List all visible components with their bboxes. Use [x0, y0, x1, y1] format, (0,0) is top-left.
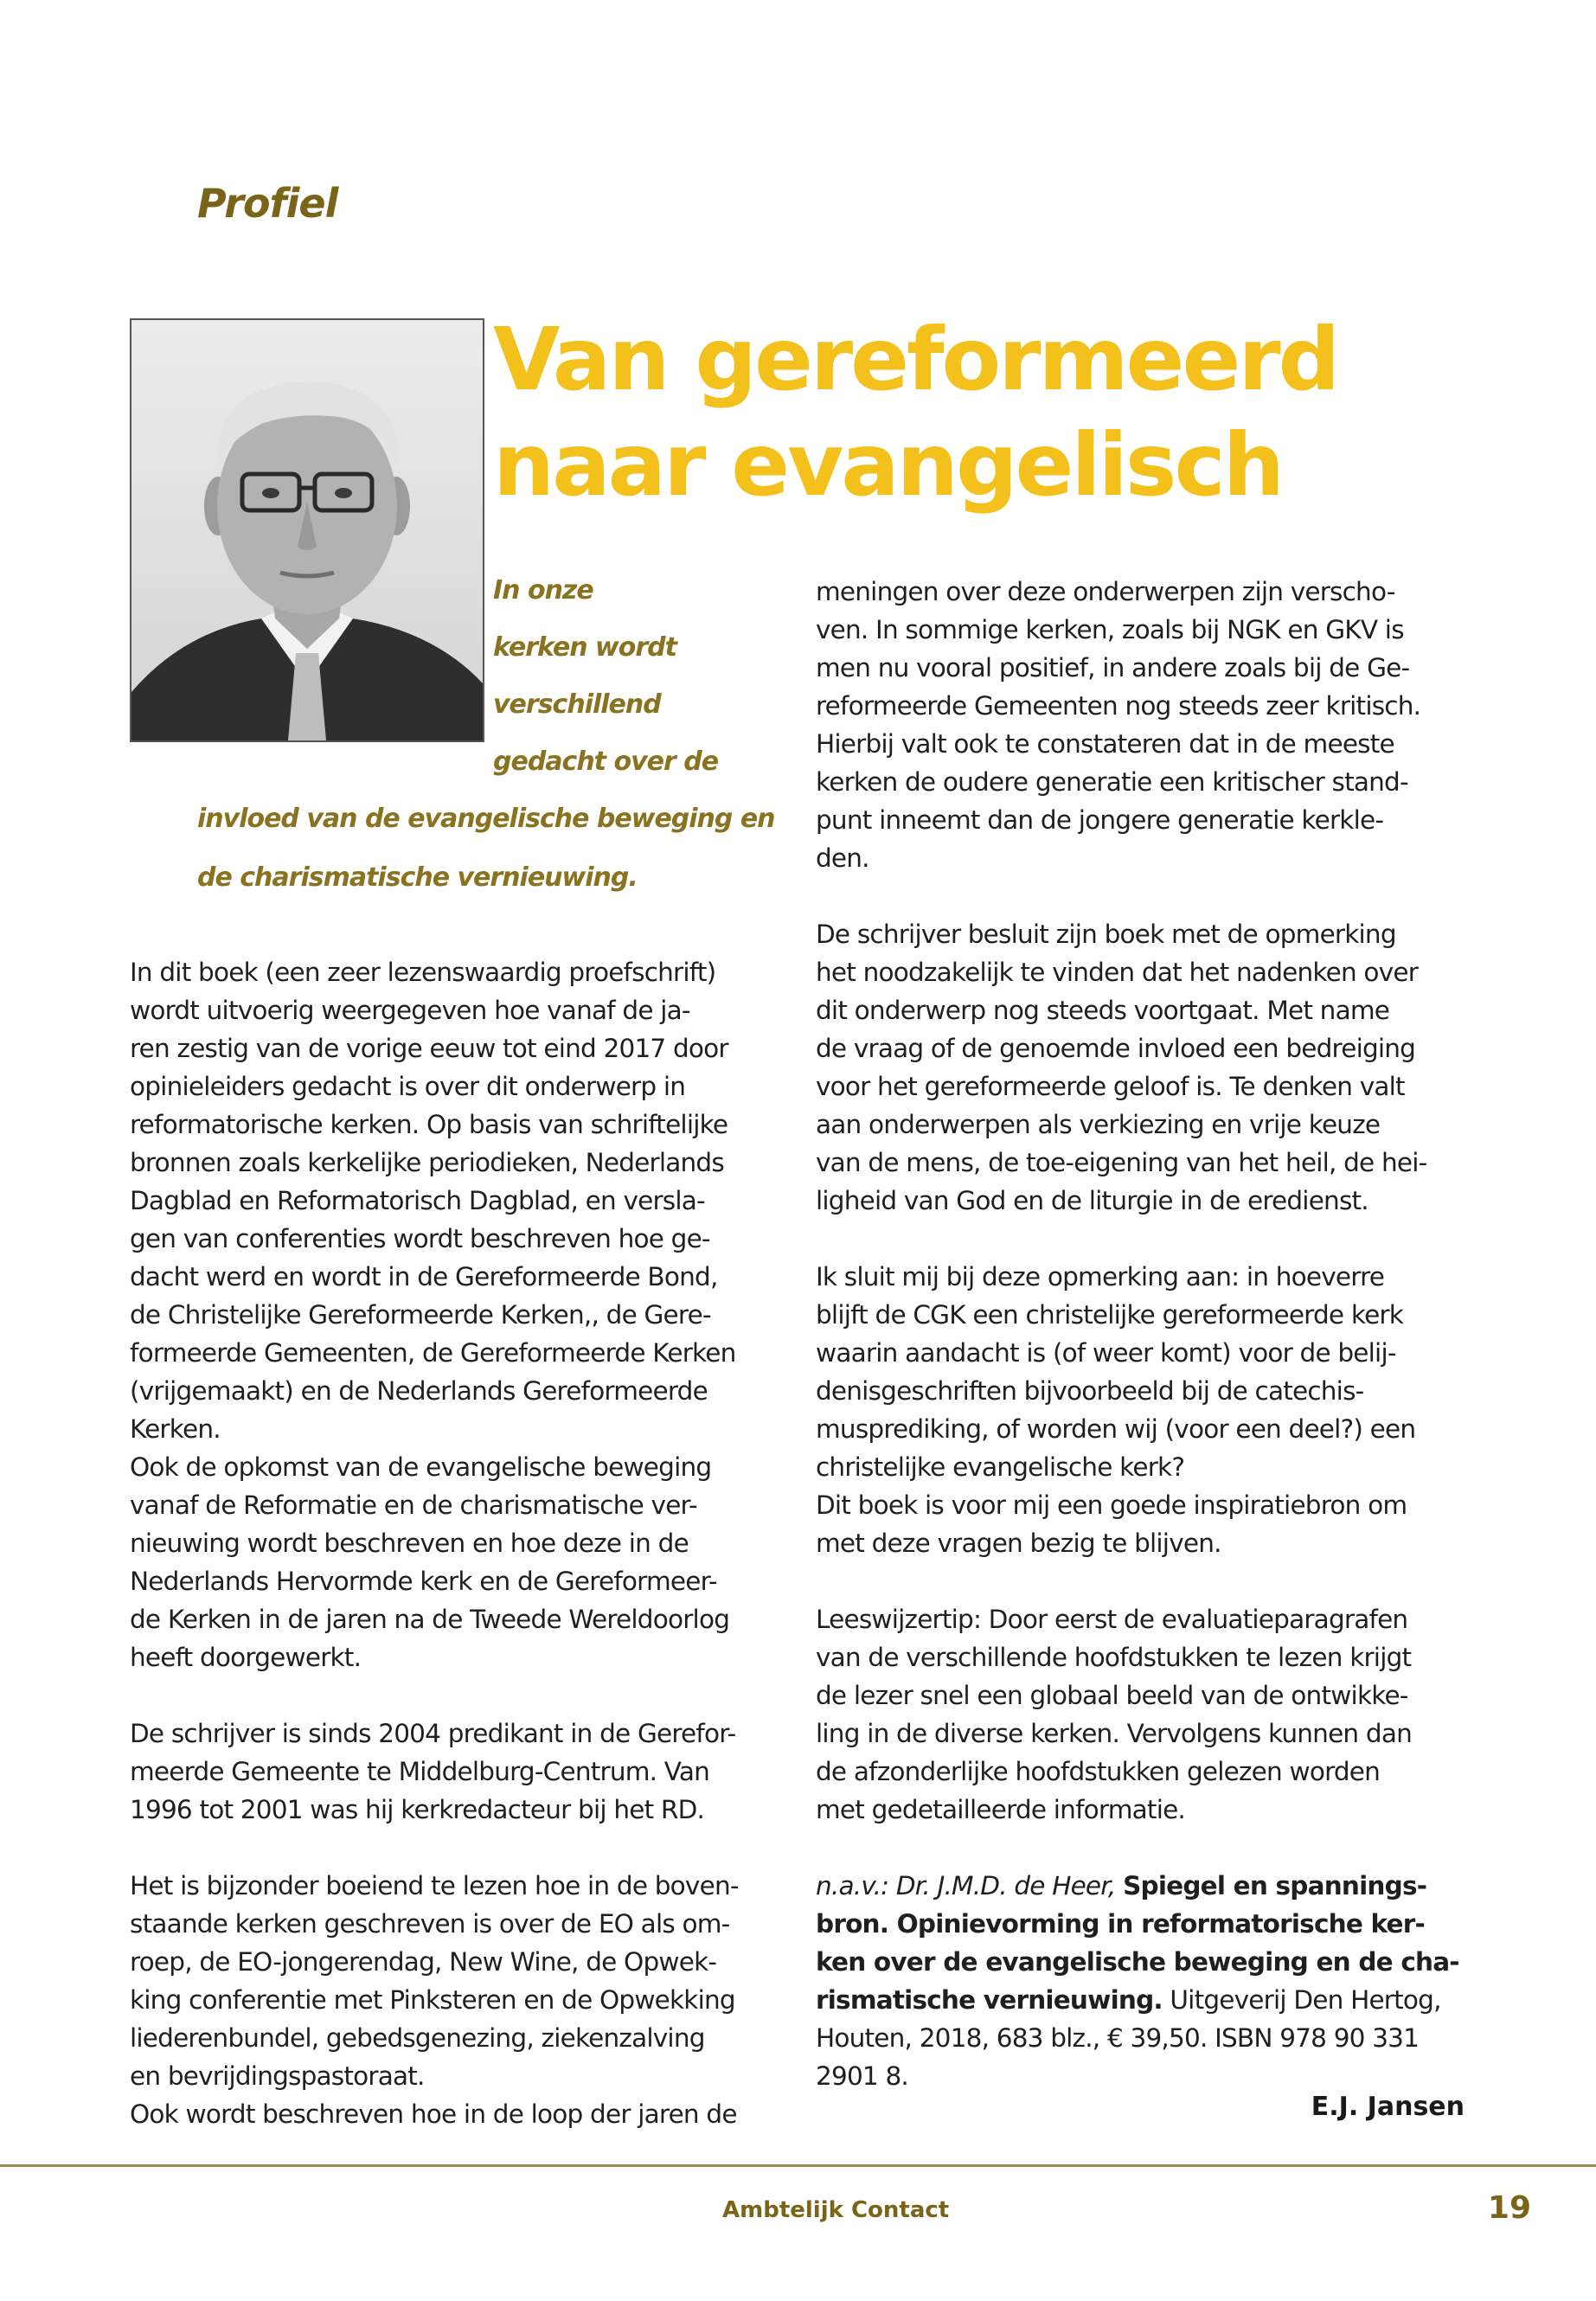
body-line: blijft de CGK een christelijke gereformeerde kerk [816, 1300, 1404, 1330]
body-line: de lezer snel een globaal beeld van de ontwikke- [816, 1681, 1408, 1710]
intro-line: In onze [493, 575, 593, 606]
intro-line: verschillend [493, 689, 661, 720]
body-line: heeft doorgewerkt. [130, 1643, 362, 1672]
body-line: van de verschillende hoofdstukken te lezen krijgt [816, 1643, 1412, 1672]
left-column [130, 953, 787, 2133]
reference-publisher: Uitgeverij Den Hertog, [1162, 1985, 1441, 2015]
body-line: Ook wordt beschreven hoe in de loop der jaren de [130, 2099, 737, 2129]
title-line-2: naar evangelisch [493, 414, 1282, 516]
intro-line: de charismatische vernieuwing. [197, 862, 638, 893]
body-line: In dit boek (een zeer lezenswaardig proefschrift) [130, 958, 716, 987]
paragraph-gap [816, 1220, 1466, 1258]
body-line: Kerken. [130, 1414, 221, 1444]
body-line: men nu vooral positief, in andere zoals bij de Ge- [816, 653, 1410, 683]
body-line: Het is bijzonder boeiend te lezen hoe in de boven- [130, 1871, 739, 1900]
footer-divider [0, 2164, 1596, 2167]
body-line: ren zestig van de vorige eeuw tot eind 2017 door [130, 1034, 728, 1063]
title-line-1: Van gereformeerd [493, 309, 1338, 410]
body-line: met deze vragen bezig te blijven. [816, 1529, 1221, 1558]
body-line: meningen over deze onderwerpen zijn verscho- [816, 577, 1395, 606]
body-line: dacht werd en wordt in de Gereformeerde Bond, [130, 1262, 718, 1292]
portrait-image [131, 320, 483, 740]
body-line: Ook de opkomst van de evangelische beweging [130, 1452, 712, 1482]
body-line: wordt uitvoerig weergegeven hoe vanaf de ja- [130, 996, 690, 1025]
reference-title-2: bron. Opinievorming in reformatorische ker- [816, 1909, 1425, 1939]
body-line: musprediking, of worden wij (voor een deel?) een [816, 1414, 1416, 1444]
footer-publication: Ambtelijk Contact [722, 2197, 950, 2223]
body-line: formeerde Gemeenten, de Gereformeerde Kerken [130, 1338, 736, 1368]
body-line: roep, de EO-jongerendag, New Wine, de Opwek- [130, 1947, 717, 1977]
section-label: Profiel [197, 180, 338, 227]
body-line: vanaf de Reformatie en de charismatische ver- [130, 1490, 697, 1520]
body-line: bronnen zoals kerkelijke periodieken, Nederlands [130, 1148, 724, 1177]
body-line: king conferentie met Pinksteren en de Opwekking [130, 1985, 735, 2015]
body-line: denisgeschriften bijvoorbeeld bij de catechis- [816, 1376, 1364, 1406]
author-name: E.J. Jansen [1311, 2092, 1465, 2122]
paragraph-gap [816, 1562, 1466, 1600]
body-line: reformeerde Gemeenten nog steeds zeer kritisch. [816, 691, 1421, 721]
body-line: gen van conferenties wordt beschreven hoe ge- [130, 1224, 710, 1253]
body-line: Dagblad en Reformatorisch Dagblad, en versla- [130, 1186, 705, 1215]
article-title [493, 307, 1358, 518]
body-line: kerken de oudere generatie een kritischer stand- [816, 767, 1408, 797]
intro-line: gedacht over de [493, 747, 719, 777]
body-line: het noodzakelijk te vinden dat het nadenken over [816, 958, 1419, 987]
body-line: den. [816, 843, 869, 873]
reference-line-4 [816, 1981, 1466, 2019]
page-number: 19 [1487, 2190, 1531, 2226]
body-line: punt inneemt dan de jongere generatie kerkle- [816, 805, 1384, 835]
reference-isbn-end: 2901 8. [816, 2061, 908, 2091]
reference-details: Houten, 2018, 683 blz., € 39,50. ISBN 978 90 331 [816, 2023, 1420, 2053]
body-line: met gedetailleerde informatie. [816, 1795, 1186, 1824]
body-line: van de mens, de toe-eigening van het heil, de hei- [816, 1148, 1427, 1177]
body-line: ven. In sommige kerken, zoals bij NGK en GKV is [816, 615, 1404, 644]
body-line: aan onderwerpen als verkiezing en vrije keuze [816, 1110, 1381, 1139]
paragraph-gap [130, 1829, 787, 1867]
body-line: Nederlands Hervormde kerk en de Gereformeer- [130, 1567, 717, 1596]
body-line: De schrijver is sinds 2004 predikant in de Gerefor- [130, 1719, 736, 1748]
body-line: nieuwing wordt beschreven en hoe deze in de [130, 1529, 689, 1558]
body-line: Dit boek is voor mij een goede inspiratiebron om [816, 1490, 1407, 1520]
body-line: Leeswijzertip: Door eerst de evaluatieparagrafen [816, 1605, 1408, 1634]
intro-line: kerken wordt [493, 632, 676, 663]
body-line: Hierbij valt ook te constateren dat in de meeste [816, 729, 1394, 759]
body-line: liederenbundel, gebedsgenezing, ziekenzalving [130, 2023, 705, 2053]
reference-nav: n.a.v.: Dr. J.M.D. de Heer, [816, 1871, 1116, 1900]
body-line: Ik sluit mij bij deze opmerking aan: in hoeverre [816, 1262, 1385, 1292]
reference-title-4: rismatische vernieuwing. [816, 1985, 1163, 2015]
body-line: de afzonderlijke hoofdstukken gelezen worden [816, 1757, 1381, 1786]
body-line: reformatorische kerken. Op basis van schriftelijke [130, 1110, 728, 1139]
body-line: de vraag of de genoemde invloed een bedreiging [816, 1034, 1416, 1063]
body-line: christelijke evangelische kerk? [816, 1452, 1185, 1482]
paragraph-gap [816, 1829, 1466, 1867]
reference-title-3: ken over de evangelische beweging en de cha- [816, 1947, 1459, 1977]
body-line: staande kerken geschreven is over de EO als om- [130, 1909, 730, 1939]
paragraph-gap [130, 1676, 787, 1715]
body-line: ling in de diverse kerken. Vervolgens kunnen dan [816, 1719, 1412, 1748]
reference-line-1 [816, 1867, 1466, 1905]
body-line: de Christelijke Gereformeerde Kerken,, de Gere- [130, 1300, 711, 1330]
body-line: meerde Gemeente te Middelburg-Centrum. Van [130, 1757, 710, 1786]
body-line: De schrijver besluit zijn boek met de opmerking [816, 920, 1396, 949]
reference-title-1: Spiegel en spannings- [1123, 1871, 1427, 1900]
body-line: voor het gereformeerde geloof is. Te denken valt [816, 1072, 1405, 1101]
portrait-photo [130, 318, 484, 742]
body-line: (vrijgemaakt) en de Nederlands Gereformeerde [130, 1376, 708, 1406]
intro-line: invloed van de evangelische beweging en [197, 804, 775, 834]
body-line: en bevrijdingspastoraat. [130, 2061, 425, 2091]
body-line: dit onderwerp nog steeds voortgaat. Met name [816, 996, 1390, 1025]
body-line: de Kerken in de jaren na de Tweede Wereldoorlog [130, 1605, 730, 1634]
right-column [816, 573, 1466, 2095]
body-line: ligheid van God en de liturgie in de eredienst. [816, 1186, 1368, 1215]
body-line: waarin aandacht is (of weer komt) voor de belij- [816, 1338, 1396, 1368]
body-line: opinieleiders gedacht is over dit onderwerp in [130, 1072, 686, 1101]
body-line: 1996 tot 2001 was hij kerkredacteur bij het RD. [130, 1795, 705, 1824]
paragraph-gap [816, 877, 1466, 915]
